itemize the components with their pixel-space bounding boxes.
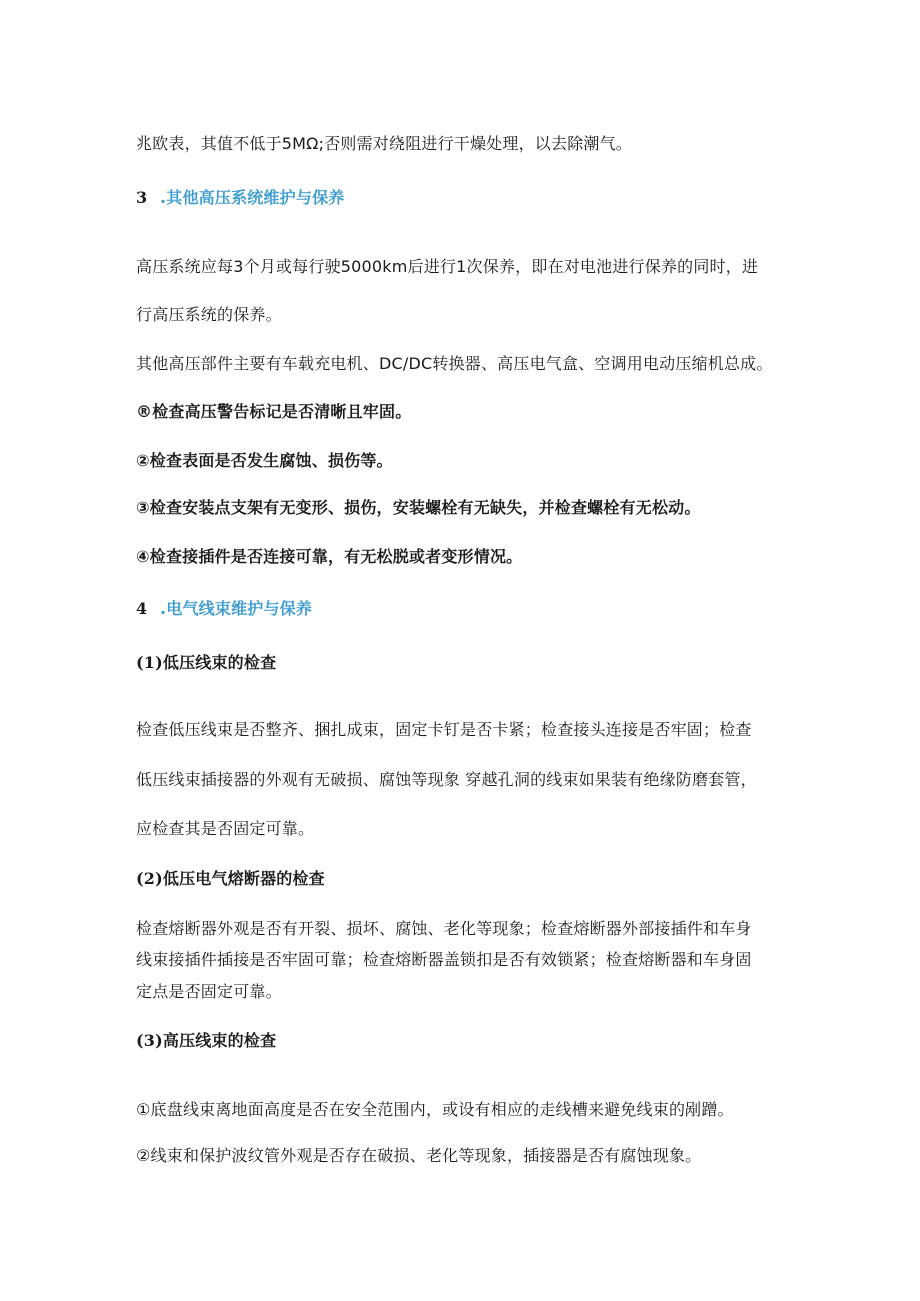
subsection-heading-1: [136, 652, 796, 674]
subsection-number: (1): [136, 653, 163, 672]
subsection-title: 低压线束的检查: [162, 653, 277, 672]
paragraph-line: 低压线束插接器的外观有无破损、腐蚀等现象 穿越孔洞的线束如果装有绝缘防磨套管，: [136, 770, 757, 789]
paragraph-line: 行高压系统的保养。: [136, 305, 282, 324]
paragraph-line: ①底盘线束离地面高度是否在安全范围内，或设有相应的走线槽来避免线束的剐蹭。: [136, 1100, 734, 1119]
paragraph-line: 检查熔断器外观是否有开裂、损坏、腐蚀、老化等现象；检查熔断器外部接插件和车身: [136, 919, 752, 938]
paragraph-line: 应检查其是否固定可靠。: [136, 819, 315, 838]
check-item: ②检查表面是否发生腐蚀、损伤等。: [136, 451, 393, 470]
paragraph-line: 检查低压线束是否整齐、捆扎成束，固定卡钉是否卡紧；检查接头连接是否牢固；检查: [136, 720, 752, 739]
subsection-heading-2: [136, 868, 796, 890]
section-number: 3: [136, 188, 148, 207]
section-title: .电气线束维护与保养: [160, 599, 313, 618]
check-item: ④检查接插件是否连接可靠，有无松脱或者变形情况。: [136, 547, 523, 566]
paragraph-line: ②线束和保护波纹管外观是否存在破损、老化等现象，插接器是否有腐蚀现象。: [136, 1146, 702, 1165]
paragraph-line: 高压系统应每3个月或每行驶5000km后进行1次保养，即在对电池进行保养的同时，进: [136, 257, 759, 276]
section-title: .其他高压系统维护与保养: [160, 188, 345, 207]
subsection-title: 低压电气熔断器的检查: [162, 869, 325, 888]
paragraph-line: 线束接插件插接是否牢固可靠；检查熔断器盖锁扣是否有效锁紧；检查熔断器和车身固: [136, 950, 752, 969]
subsection-title: 高压线束的检查: [162, 1031, 277, 1050]
paragraph-line: 其他高压部件主要有车载充电机、DC/DC转换器、高压电气盒、空调用电动压缩机总成。: [136, 354, 773, 373]
subsection-number: (3): [136, 1031, 163, 1050]
check-item: ③检查安装点支架有无变形、损伤，安装螺栓有无缺失，并检查螺栓有无松动。: [136, 498, 701, 517]
paragraph-line: 定点是否固定可靠。: [136, 982, 282, 1001]
subsection-heading-3: [136, 1030, 796, 1052]
section-heading-4: [136, 598, 796, 620]
subsection-number: (2): [136, 869, 163, 888]
check-item: ®检查高压警告标记是否清晰且牢固。: [136, 402, 412, 421]
section-number: 4: [136, 599, 148, 618]
paragraph-line: 兆欧表，其值不低于5MΩ;否则需对绕阻进行干燥处理，以去除潮气。: [136, 134, 633, 153]
section-heading-3: [136, 187, 796, 209]
